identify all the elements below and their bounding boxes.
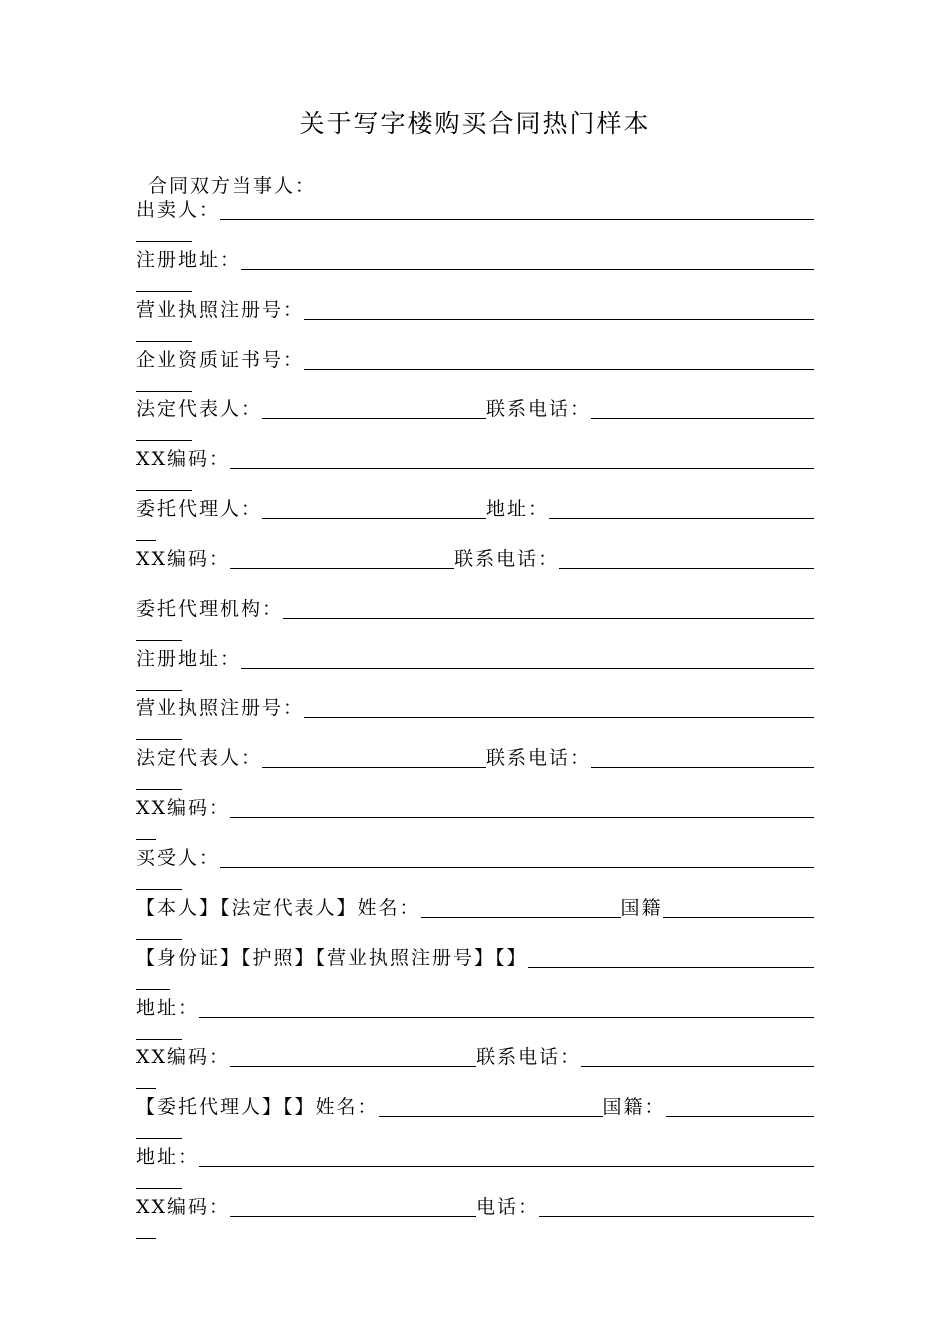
field-label: 联系电话： bbox=[486, 747, 592, 770]
field-label: 出卖人： bbox=[136, 199, 221, 221]
field-row-agency-license bbox=[136, 694, 814, 744]
field-label: 注册地址： bbox=[136, 248, 242, 271]
parties-heading: 合同双方当事人： bbox=[148, 175, 317, 197]
fill-blank[interactable] bbox=[591, 418, 814, 419]
field-label: 营业执照注册号： bbox=[136, 697, 305, 720]
blank-continuation bbox=[136, 939, 182, 940]
field-label: 委托代理机构： bbox=[136, 597, 284, 620]
field-label: 企业资质证书号： bbox=[136, 348, 305, 371]
field-label: XX编码： bbox=[136, 1195, 231, 1218]
field-label: 【本人】【法定代表人】姓名： bbox=[136, 896, 421, 919]
field-row-buyer-address bbox=[136, 994, 814, 1044]
fill-blank[interactable] bbox=[528, 967, 814, 968]
fill-blank[interactable] bbox=[241, 269, 814, 270]
fill-blank[interactable] bbox=[262, 418, 486, 419]
blank-continuation bbox=[136, 490, 192, 491]
field-label: 国籍： bbox=[602, 1096, 666, 1119]
fill-blank[interactable] bbox=[663, 917, 814, 918]
field-label: XX编码： bbox=[136, 547, 231, 570]
fill-blank[interactable] bbox=[262, 518, 486, 519]
blank-continuation bbox=[136, 889, 182, 890]
field-row-buyer-agent-code-phone bbox=[136, 1193, 814, 1243]
field-label: 法定代表人： bbox=[136, 747, 263, 770]
blank-continuation bbox=[136, 690, 182, 691]
fill-blank[interactable] bbox=[666, 1116, 814, 1117]
blank-continuation bbox=[136, 789, 182, 790]
blank-continuation bbox=[136, 341, 192, 342]
fill-blank[interactable] bbox=[199, 1166, 814, 1167]
field-row-buyer-agent bbox=[136, 1093, 814, 1143]
field-label: 委托代理人： bbox=[136, 498, 263, 521]
field-label: 联系电话： bbox=[476, 1046, 582, 1069]
fill-blank[interactable] bbox=[230, 1066, 476, 1067]
fill-blank[interactable] bbox=[581, 1066, 814, 1067]
fill-blank[interactable] bbox=[539, 1216, 814, 1217]
fill-blank[interactable] bbox=[549, 518, 814, 519]
field-label: XX编码： bbox=[136, 1046, 231, 1069]
fill-blank[interactable] bbox=[304, 717, 814, 718]
field-row-agent bbox=[136, 495, 814, 545]
field-label: 地址： bbox=[136, 996, 200, 1019]
field-row-business-license bbox=[136, 296, 814, 346]
blank-continuation bbox=[136, 1088, 156, 1089]
contract-title: 关于写字楼购买合同热门样本 bbox=[299, 109, 651, 138]
field-label: 【身份证】【护照】【营业执照注册号】【】 bbox=[136, 946, 528, 969]
field-label: XX编码： bbox=[136, 797, 231, 820]
field-row-buyer bbox=[136, 844, 814, 894]
field-row-agency-legal-rep bbox=[136, 744, 814, 794]
field-row-buyer-id bbox=[136, 944, 814, 994]
fill-blank[interactable] bbox=[262, 767, 486, 768]
field-label: XX编码： bbox=[136, 448, 231, 471]
blank-continuation bbox=[136, 391, 192, 392]
form-fields bbox=[136, 196, 814, 1243]
field-label: 地址： bbox=[136, 1146, 200, 1169]
field-label: 【委托代理人】【】姓名： bbox=[136, 1096, 379, 1119]
field-row-legal-rep bbox=[136, 395, 814, 445]
field-row-agency-code bbox=[136, 794, 814, 844]
field-label: 联系电话： bbox=[486, 398, 592, 421]
field-row-code bbox=[136, 445, 814, 495]
field-row-buyer-name bbox=[136, 894, 814, 944]
blank-continuation bbox=[136, 540, 156, 541]
field-label: 营业执照注册号： bbox=[136, 298, 305, 321]
field-row-buyer-agent-address bbox=[136, 1143, 814, 1193]
field-label: 注册地址： bbox=[136, 647, 242, 670]
blank-continuation bbox=[136, 1138, 182, 1139]
field-label: 地址： bbox=[486, 498, 550, 521]
field-row-buyer-code-phone bbox=[136, 1043, 814, 1093]
fill-blank[interactable] bbox=[220, 867, 814, 868]
fill-blank[interactable] bbox=[241, 668, 814, 669]
blank-continuation bbox=[136, 291, 192, 292]
field-row-agency bbox=[136, 595, 814, 645]
blank-continuation bbox=[136, 1039, 182, 1040]
field-label: 电话： bbox=[476, 1195, 540, 1218]
field-label: 买受人： bbox=[136, 846, 221, 869]
field-row-seller bbox=[136, 196, 814, 246]
fill-blank[interactable] bbox=[230, 568, 454, 569]
blank-continuation bbox=[136, 839, 156, 840]
fill-blank[interactable] bbox=[283, 618, 814, 619]
blank-continuation bbox=[136, 739, 182, 740]
fill-blank[interactable] bbox=[379, 1116, 603, 1117]
fill-blank[interactable] bbox=[199, 1017, 814, 1018]
fill-blank[interactable] bbox=[230, 1216, 476, 1217]
fill-blank[interactable] bbox=[230, 817, 814, 818]
fill-blank[interactable] bbox=[591, 767, 814, 768]
blank-continuation bbox=[136, 1238, 156, 1239]
blank-continuation bbox=[136, 241, 192, 242]
blank-continuation bbox=[136, 1188, 182, 1189]
fill-blank[interactable] bbox=[559, 568, 814, 569]
fill-blank[interactable] bbox=[230, 468, 814, 469]
field-row-registered-address bbox=[136, 246, 814, 296]
fill-blank[interactable] bbox=[304, 319, 814, 320]
fill-blank[interactable] bbox=[304, 369, 814, 370]
fill-blank[interactable] bbox=[421, 917, 621, 918]
field-label: 国籍 bbox=[620, 896, 663, 919]
field-row-qualification-cert bbox=[136, 346, 814, 396]
field-row-code-phone bbox=[136, 545, 814, 595]
field-label: 法定代表人： bbox=[136, 398, 263, 421]
fill-blank[interactable] bbox=[220, 219, 814, 220]
blank-continuation bbox=[136, 989, 170, 990]
blank-continuation bbox=[136, 640, 182, 641]
field-row-agency-address bbox=[136, 645, 814, 695]
blank-continuation bbox=[136, 440, 192, 441]
field-label: 联系电话： bbox=[454, 547, 560, 570]
